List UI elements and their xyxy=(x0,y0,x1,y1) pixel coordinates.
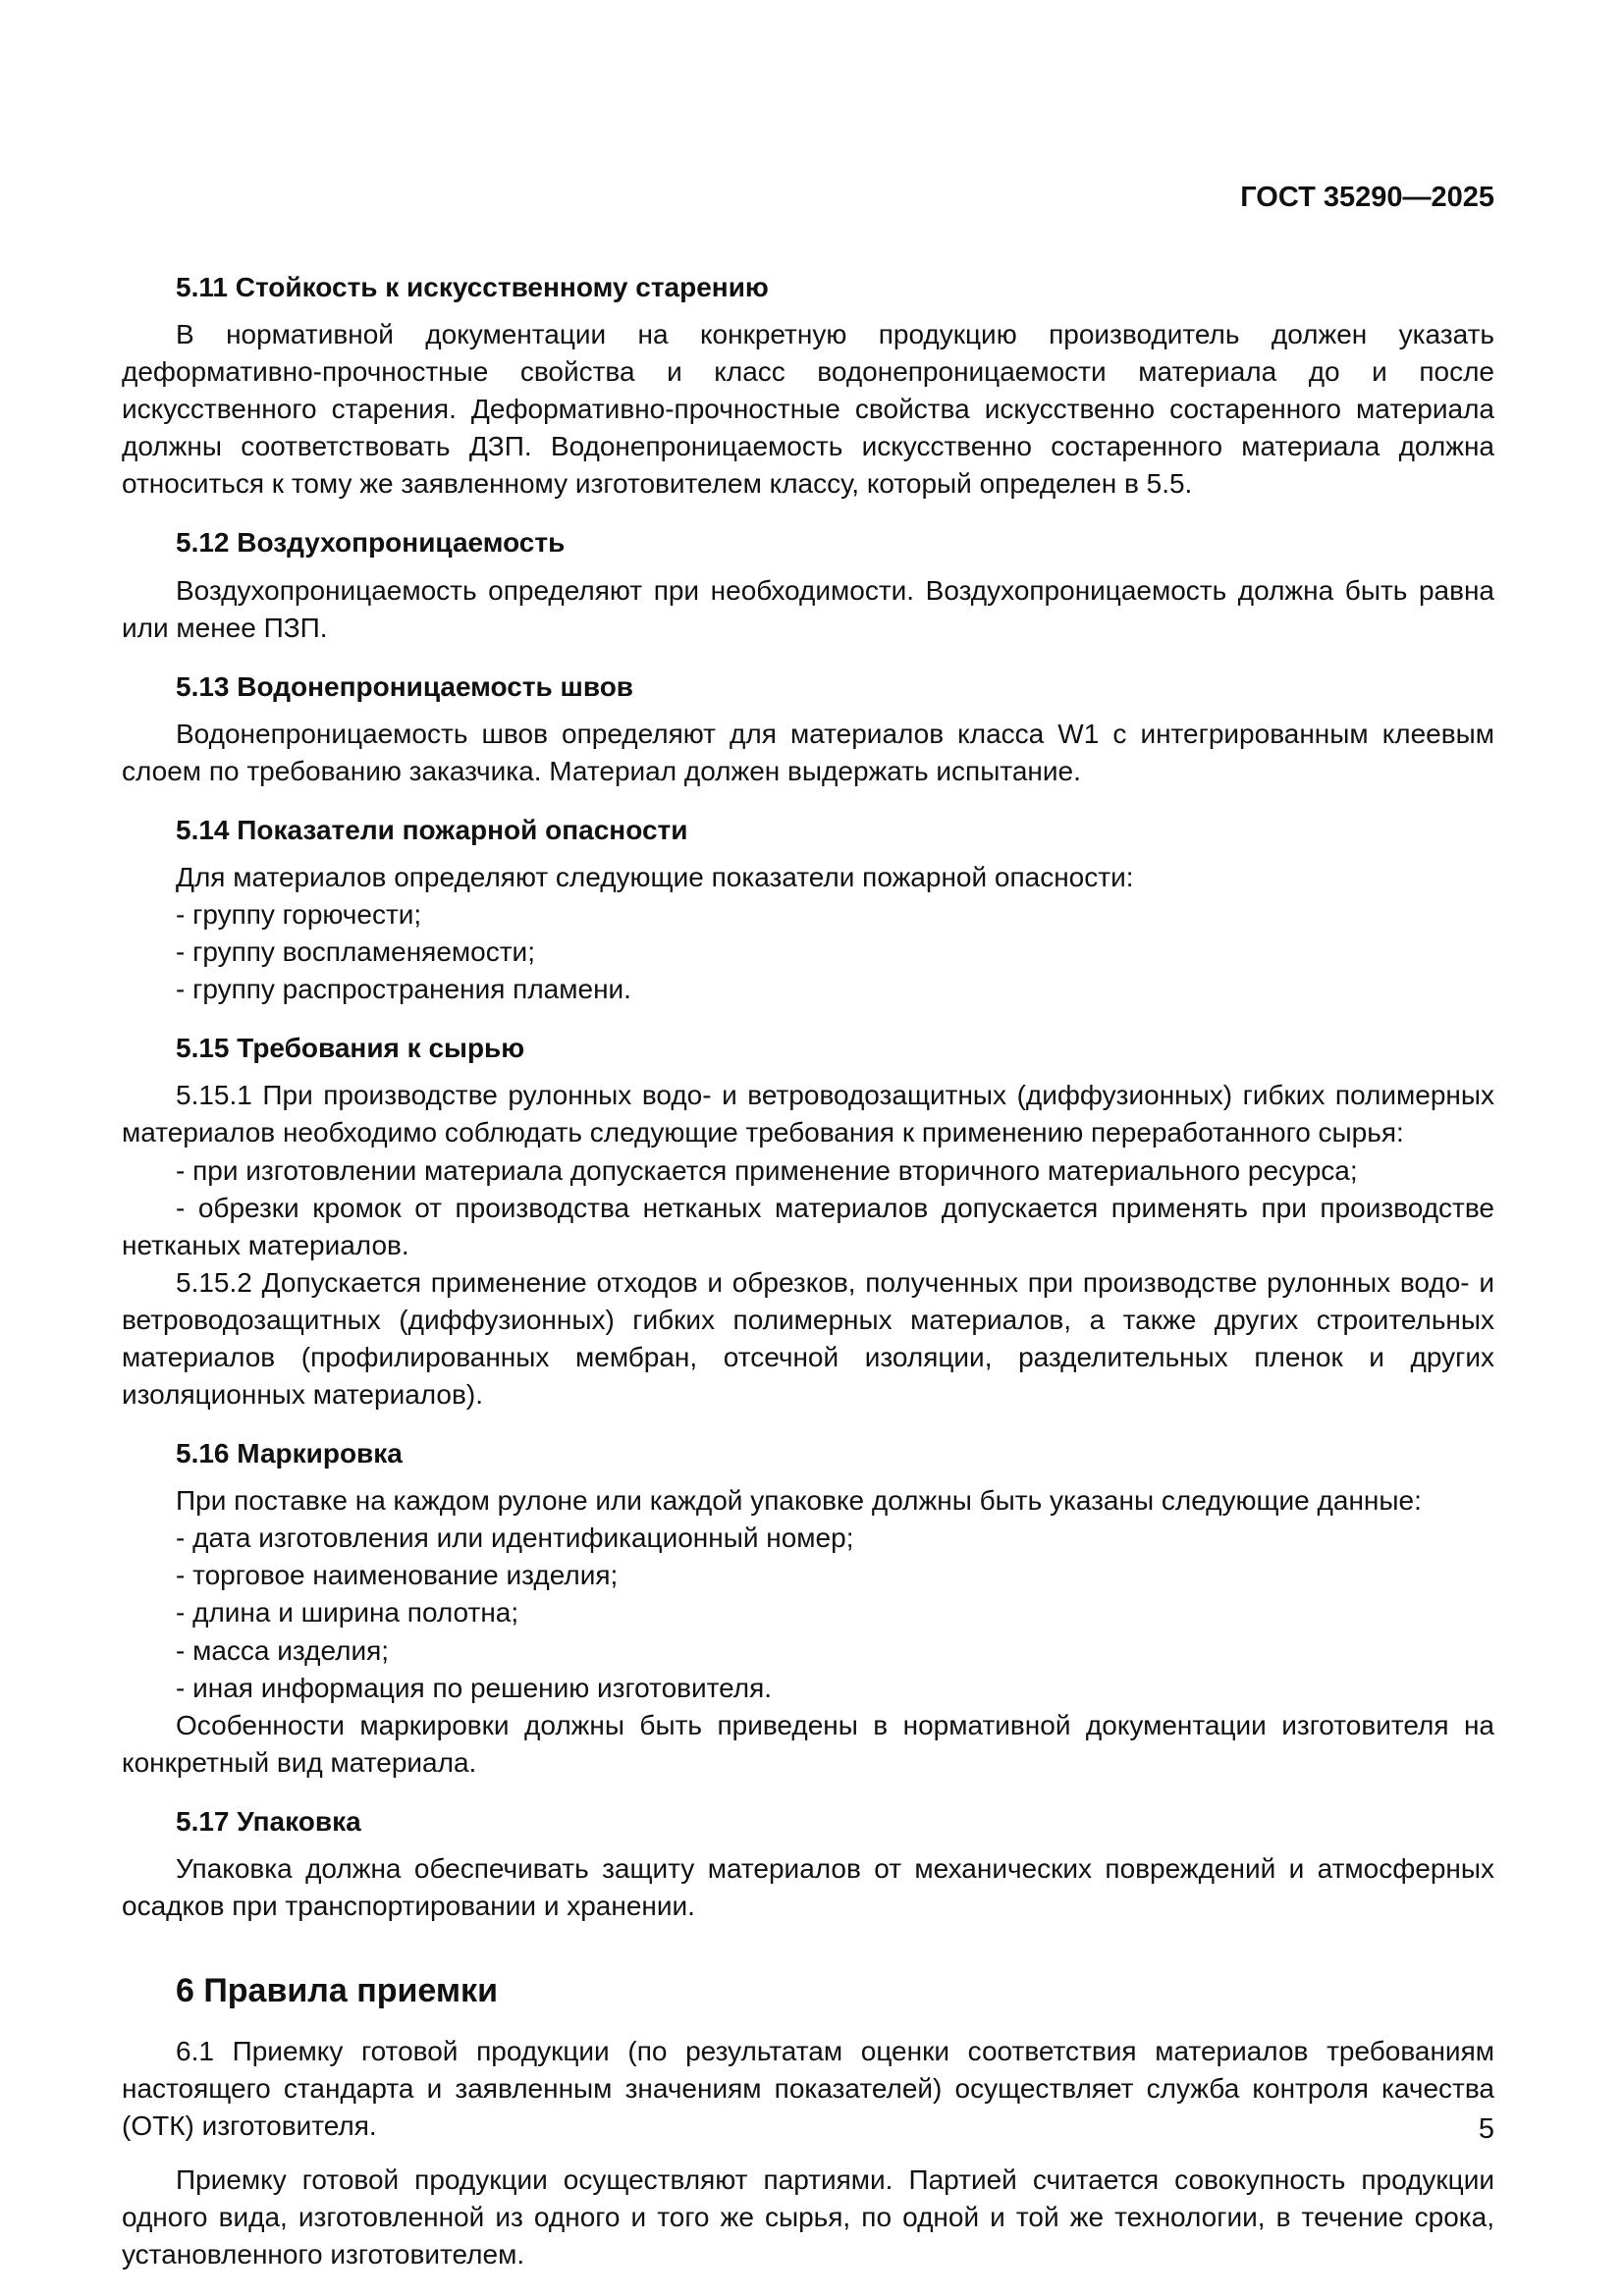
section-heading: 5.14 Показатели пожарной опасности xyxy=(176,814,688,845)
list-item: - обрезки кромок от производства нетканых материалов допускается применять при производстве нетканых материалов. xyxy=(122,1192,1494,1260)
paragraph: 5.15.2 Допускается применение отходов и обрезков, полученных при производстве рулонных водо- и ветроводозащитных (диффузионных) гибких полимерных материалов, а также других строительных материалов (профилированных мембран, отсечной изоляции, разделительных пленок и других изоляционных материалов). xyxy=(122,1266,1494,1411)
list-item: - группу воспламеняемости; xyxy=(176,936,535,968)
list-item: - группу распространения пламени. xyxy=(176,974,631,1005)
list-item: - масса изделия; xyxy=(176,1634,390,1666)
paragraph: Водонепроницаемость швов определяют для материалов класса W1 с интегрированным клеевым слоем по требованию заказчика. Материал должен выдержать испытание. xyxy=(122,718,1494,786)
page-number: 5 xyxy=(1478,2112,1494,2145)
document-body xyxy=(122,247,1494,2273)
section-heading: 5.11 Стойкость к искусственному старению xyxy=(176,272,769,302)
list-item: - длина и ширина полотна; xyxy=(176,1597,519,1629)
paragraph: Приемку готовой продукции осуществляют партиями. Партией считается совокупность продукции одного вида, изготовленной из одного и того же сырья, по одной и той же технологии, в течение срока, установленного изготовителем. xyxy=(122,2163,1494,2269)
list-item: - иная информация по решению изготовителя. xyxy=(176,1672,773,1703)
paragraph: Упаковка должна обеспечивать защиту материалов от механических повреждений и атмосферных осадков при транспортировании и хранении. xyxy=(122,1852,1494,1921)
section-heading: 5.13 Водонепроницаемость швов xyxy=(176,670,634,702)
section-heading: 5.12 Воздухопроницаемость xyxy=(176,527,566,559)
paragraph: Воздухопроницаемость определяют при необходимости. Воздухопроницаемость должна быть равна или менее ПЗП. xyxy=(122,574,1494,643)
section-heading: 5.15 Требования к сырью xyxy=(176,1033,525,1064)
paragraph: Особенности маркировки должны быть приведены в нормативной документации изготовителя на конкретный вид материала. xyxy=(122,1709,1494,1778)
paragraph: В нормативной документации на конкретную продукцию производитель должен указать деформативно-прочностные свойства и класс водонепроницаемости материала до и после искусственного старения. Деформативно-прочностные свойства искусственно состаренного материала должны соответствовать ДЗП. Водонепроницаемость искусственно состаренного материала должна относиться к тому же заявленному изготовителем классу, который определен в 5.5. xyxy=(122,319,1494,500)
list-item: - торговое наименование изделия; xyxy=(176,1560,619,1591)
list-item: - при изготовлении материала допускается применение вторичного материального ресурса; xyxy=(176,1154,1358,1186)
paragraph: 6.1 Приемку готовой продукции (по результатам оценки соответствия материалов требованиям настоящего стандарта и заявленным значениям показателей) осуществляет служба контроля качества (ОТК) изготовителя. xyxy=(122,2036,1494,2142)
list-item: - дата изготовления или идентификационный номер; xyxy=(176,1522,854,1554)
doc-code-header: ГОСТ 35290—2025 xyxy=(1240,182,1494,213)
list-item: - группу горючести; xyxy=(176,899,422,931)
paragraph: Для материалов определяют следующие показатели пожарной опасности: xyxy=(176,862,1134,893)
chapter-heading: 6 Правила приемки xyxy=(176,1972,498,2010)
section-heading: 5.17 Упаковка xyxy=(176,1805,361,1837)
section-heading: 5.16 Маркировка xyxy=(176,1438,403,1469)
paragraph: 5.15.1 При производстве рулонных водо- и ветроводозащитных (диффузионных) гибких полимерных материалов необходимо соблюдать следующие требования к применению переработанного сырья: xyxy=(122,1080,1494,1148)
paragraph: При поставке на каждом рулоне или каждой упаковке должны быть указаны следующие данные: xyxy=(176,1485,1422,1517)
